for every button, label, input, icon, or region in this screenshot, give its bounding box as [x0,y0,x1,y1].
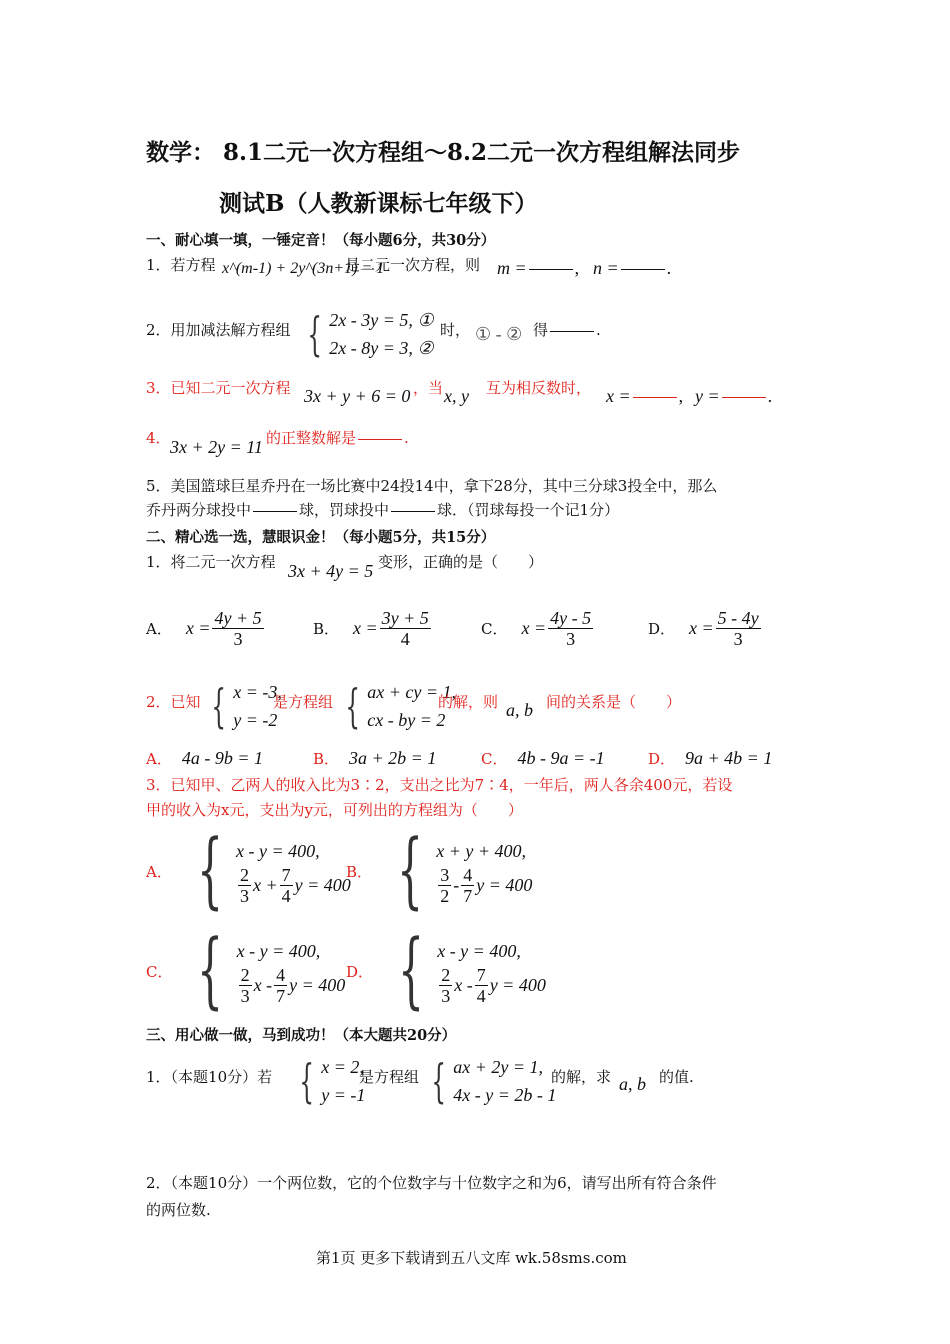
s2-q1-text-b: 变形，正确的是（ ） [378,553,544,571]
s1-q4-eq: 3x + 2y = 11 [170,437,263,457]
option-label: A． [146,620,172,638]
operator: x - [454,974,473,995]
s2-q2-text-c: 的解，则 [438,693,499,711]
fraction-numerator: 4 [276,964,286,985]
option-lhs: x = [521,618,547,638]
option-label: B． [313,750,340,768]
s2-q2-option[interactable] [481,748,605,769]
option-lhs: x = [689,618,714,638]
option-fraction [380,608,431,649]
brace-icon: { [299,1054,314,1108]
row-tail: y = 400 [294,874,351,895]
option-equation: 9a + 4b = 1 [685,748,773,768]
s1-q1-text-b: 是二元一次方程，则 [345,256,481,274]
q5-blank-2[interactable] [391,511,435,512]
option-label: B． [346,862,373,881]
s2-q1-option[interactable] [481,608,595,649]
option-lhs: x = [353,618,378,638]
brace-icon: { [196,823,223,918]
fraction-numerator: 2 [240,864,250,885]
fraction-denominator: 2 [440,885,450,906]
fraction-numerator: 7 [281,864,291,885]
y-blank[interactable] [722,397,766,398]
operator: - [453,874,460,895]
fraction-denominator: 3 [733,629,743,649]
fraction-denominator: 3 [240,985,250,1006]
option-fraction [716,608,761,649]
option-label: A． [146,862,172,881]
s2-q1-option[interactable] [313,608,433,649]
fraction-numerator: 3 [440,864,450,885]
fraction-numerator: 3y + 5 [381,608,429,628]
s2-q3-option[interactable] [346,823,533,918]
system-row-2 [236,865,351,906]
option-label: D． [346,962,374,981]
system-row-1: x - y = 400, [236,940,321,961]
m-blank[interactable] [529,269,573,270]
fraction-numerator: 7 [476,964,486,985]
s1-q4-text: 的正整数解是 . [266,429,409,447]
fraction-denominator: 4 [400,629,410,649]
s2-q1-eq: 3x + 4y = 5 [288,561,374,581]
s2-q3-line1: 3．已知甲、乙两人的收入比为3∶2，支出之比为7∶4，一年后，两人各余400元，若设 [146,776,733,794]
s1-q2-expr: ① - ② [475,324,523,344]
s2-q2-text-d: 间的关系是（ ） [546,693,682,711]
x-blank[interactable] [633,397,677,398]
s1-q2-text-c: 得 . [533,321,601,339]
s2-q1: 1．将二元一次方程 [146,553,276,571]
s1-q5-line1: 5．美国篮球巨星乔丹在一场比赛中24投14中，拿下28分，其中三分球3投全中，那么 [146,477,718,495]
s2-q2-option[interactable] [146,748,263,769]
fraction-denominator: 7 [276,985,286,1006]
fraction-numerator: 4y + 5 [214,608,262,628]
n-blank[interactable] [621,269,665,270]
s3-q1-text-c: 的解，求 [551,1068,612,1086]
s3-q2-line1: 2．（本题10分）一个两位数，它的个位数字与十位数字之和为6，请写出所有符合条件 [146,1174,717,1192]
fraction [475,965,488,1006]
option-label: D． [648,750,676,768]
fraction-denominator: 3 [566,629,576,649]
brace-icon: { [307,307,322,361]
fraction-denominator: 3 [240,885,250,906]
system-row-1: x - y = 400, [236,840,320,861]
fraction [280,865,293,906]
s2-q2-vars: a, b [506,700,533,720]
s2-q1-option[interactable] [146,608,266,649]
option-label: C． [481,750,508,768]
s3-q1-text-b: 是方程组 [359,1068,420,1086]
operator: x + [253,874,278,895]
brace-icon: { [397,823,424,918]
s2-q3-option[interactable] [146,823,351,918]
s3-q1-text-d: 的值. [659,1068,694,1086]
s2-q2-option[interactable] [648,748,772,769]
s1-q3-x: x = , [606,386,684,406]
s3-q1-text-a: 1．（本题10分）若 [146,1068,273,1086]
s3-q1-vars: a, b [619,1074,646,1094]
q5-blank-1[interactable] [253,511,297,512]
s1-q3-y: y = . [695,386,773,406]
fraction-denominator: 4 [476,985,486,1006]
section3-header: 三、用心做一做，马到成功！（本大题共20分） [146,1027,457,1044]
fraction [461,865,474,906]
option-label: B． [313,620,340,638]
title-line-1: 数学： 8.1二元一次方程组～8.2二元一次方程组解法同步 [146,139,741,166]
s1-q1-num: 1． [146,256,171,274]
s2-q3-option[interactable] [346,923,546,1018]
page-footer: 第1页 更多下载请到五八文库 wk.58sms.com [316,1249,627,1267]
s1-q1-equation: x^(m-1) + 2y^(3n+1) = 1 [222,260,385,277]
row-tail: y = 400 [489,974,546,995]
fraction-numerator: 5 - 4y [717,608,759,628]
s2-q2-option[interactable] [313,748,436,769]
s1-q2: 2．用加减法解方程组 [146,321,291,339]
s1-q3-vars: x, y [444,386,469,406]
section2-header: 二、精心选一选，慧眼识金！（每小题5分，共15分） [146,529,496,546]
s1-q1-text-a: 若方程 [170,256,216,274]
option-label: A． [146,750,172,768]
s1-q5-line2: 乔丹两分球投中 球，罚球投中 球．（罚球每投一个记1分） [146,501,620,519]
fraction-denominator: 3 [233,629,243,649]
option-label: D． [648,620,676,638]
s2-q3-line2: 甲的收入为x元，支出为y元，可列出的方程组为（ ） [146,801,523,819]
s1-q3-text-c: 互为相反数时， [486,379,592,397]
q4-blank[interactable] [358,439,402,440]
s2-q3-option[interactable] [146,923,346,1018]
s2-q1-option[interactable] [648,608,763,649]
option-equation: 3a + 2b = 1 [349,748,437,768]
row-tail: y = 400 [476,874,533,895]
fraction-denominator: 7 [463,885,473,906]
s2-q2-text-b: 是方程组 [273,693,334,711]
fraction [239,965,252,1006]
fraction-denominator: 3 [441,985,451,1006]
system-row-1: x + y + 400, [436,840,526,861]
option-equation: 4a - 9b = 1 [181,748,263,768]
option-fraction [548,608,593,649]
s1-q4-num: 4． [146,429,171,447]
system-row-2 [436,865,532,906]
s1-q3-eq: 3x + y + 6 = 0 [304,386,411,406]
system-row-2 [437,965,546,1006]
brace-icon: { [431,1054,446,1108]
s1-q3-text-b: ，当 [413,379,444,397]
fraction [438,865,451,906]
s1-q2-text-b: 时， [440,321,471,339]
fraction [274,965,287,1006]
fraction [439,965,452,1006]
s1-q1 [146,254,216,275]
option-fraction [212,608,263,649]
s2-q2-solution: { x = -3, y = -2 [211,679,282,733]
fraction-denominator: 4 [281,885,291,906]
fraction-numerator: 4y - 5 [550,608,592,628]
s2-q2: 2．已知 [146,693,201,711]
s1-q3: 3．已知二元一次方程 [146,379,291,397]
brace-icon: { [211,679,226,733]
s1-q2-system: { 2x - 3y = 5, ① 2x - 8y = 3, ② [307,307,434,361]
fraction-numerator: 4 [463,864,473,885]
section1-header: 一、耐心填一填，一锤定音！（每小题6分，共30分） [146,232,496,249]
option-label: C． [481,620,508,638]
fraction-numerator: 2 [240,964,250,985]
brace-icon: { [197,923,224,1018]
fraction-numerator: 2 [441,964,451,985]
s1-q1-m: m = , [497,258,580,278]
fraction [238,865,251,906]
operator: x - [253,974,273,995]
system-row-1: x - y = 400, [437,940,521,961]
option-equation: 4b - 9a = -1 [517,748,605,768]
s2-q2-system: { ax + cy = 1, cx - by = 2 [345,679,457,733]
row-tail: y = 400 [289,974,346,995]
s3-q1-solution: { x = 2, y = -1 [299,1054,366,1108]
q2-blank[interactable] [550,331,594,332]
option-label: C． [146,962,173,981]
option-lhs: x = [185,618,211,638]
s3-q1-system: { ax + 2y = 1, 4x - y = 2b - 1 [431,1054,557,1108]
brace-icon: { [345,679,360,733]
s1-q1-n: n = . [593,258,672,278]
s3-q2-line2: 的两位数. [146,1201,211,1219]
title-line-2: 测试B（人教新课标七年级下） [219,190,538,217]
system-row-2 [237,965,346,1006]
brace-icon: { [398,923,425,1018]
